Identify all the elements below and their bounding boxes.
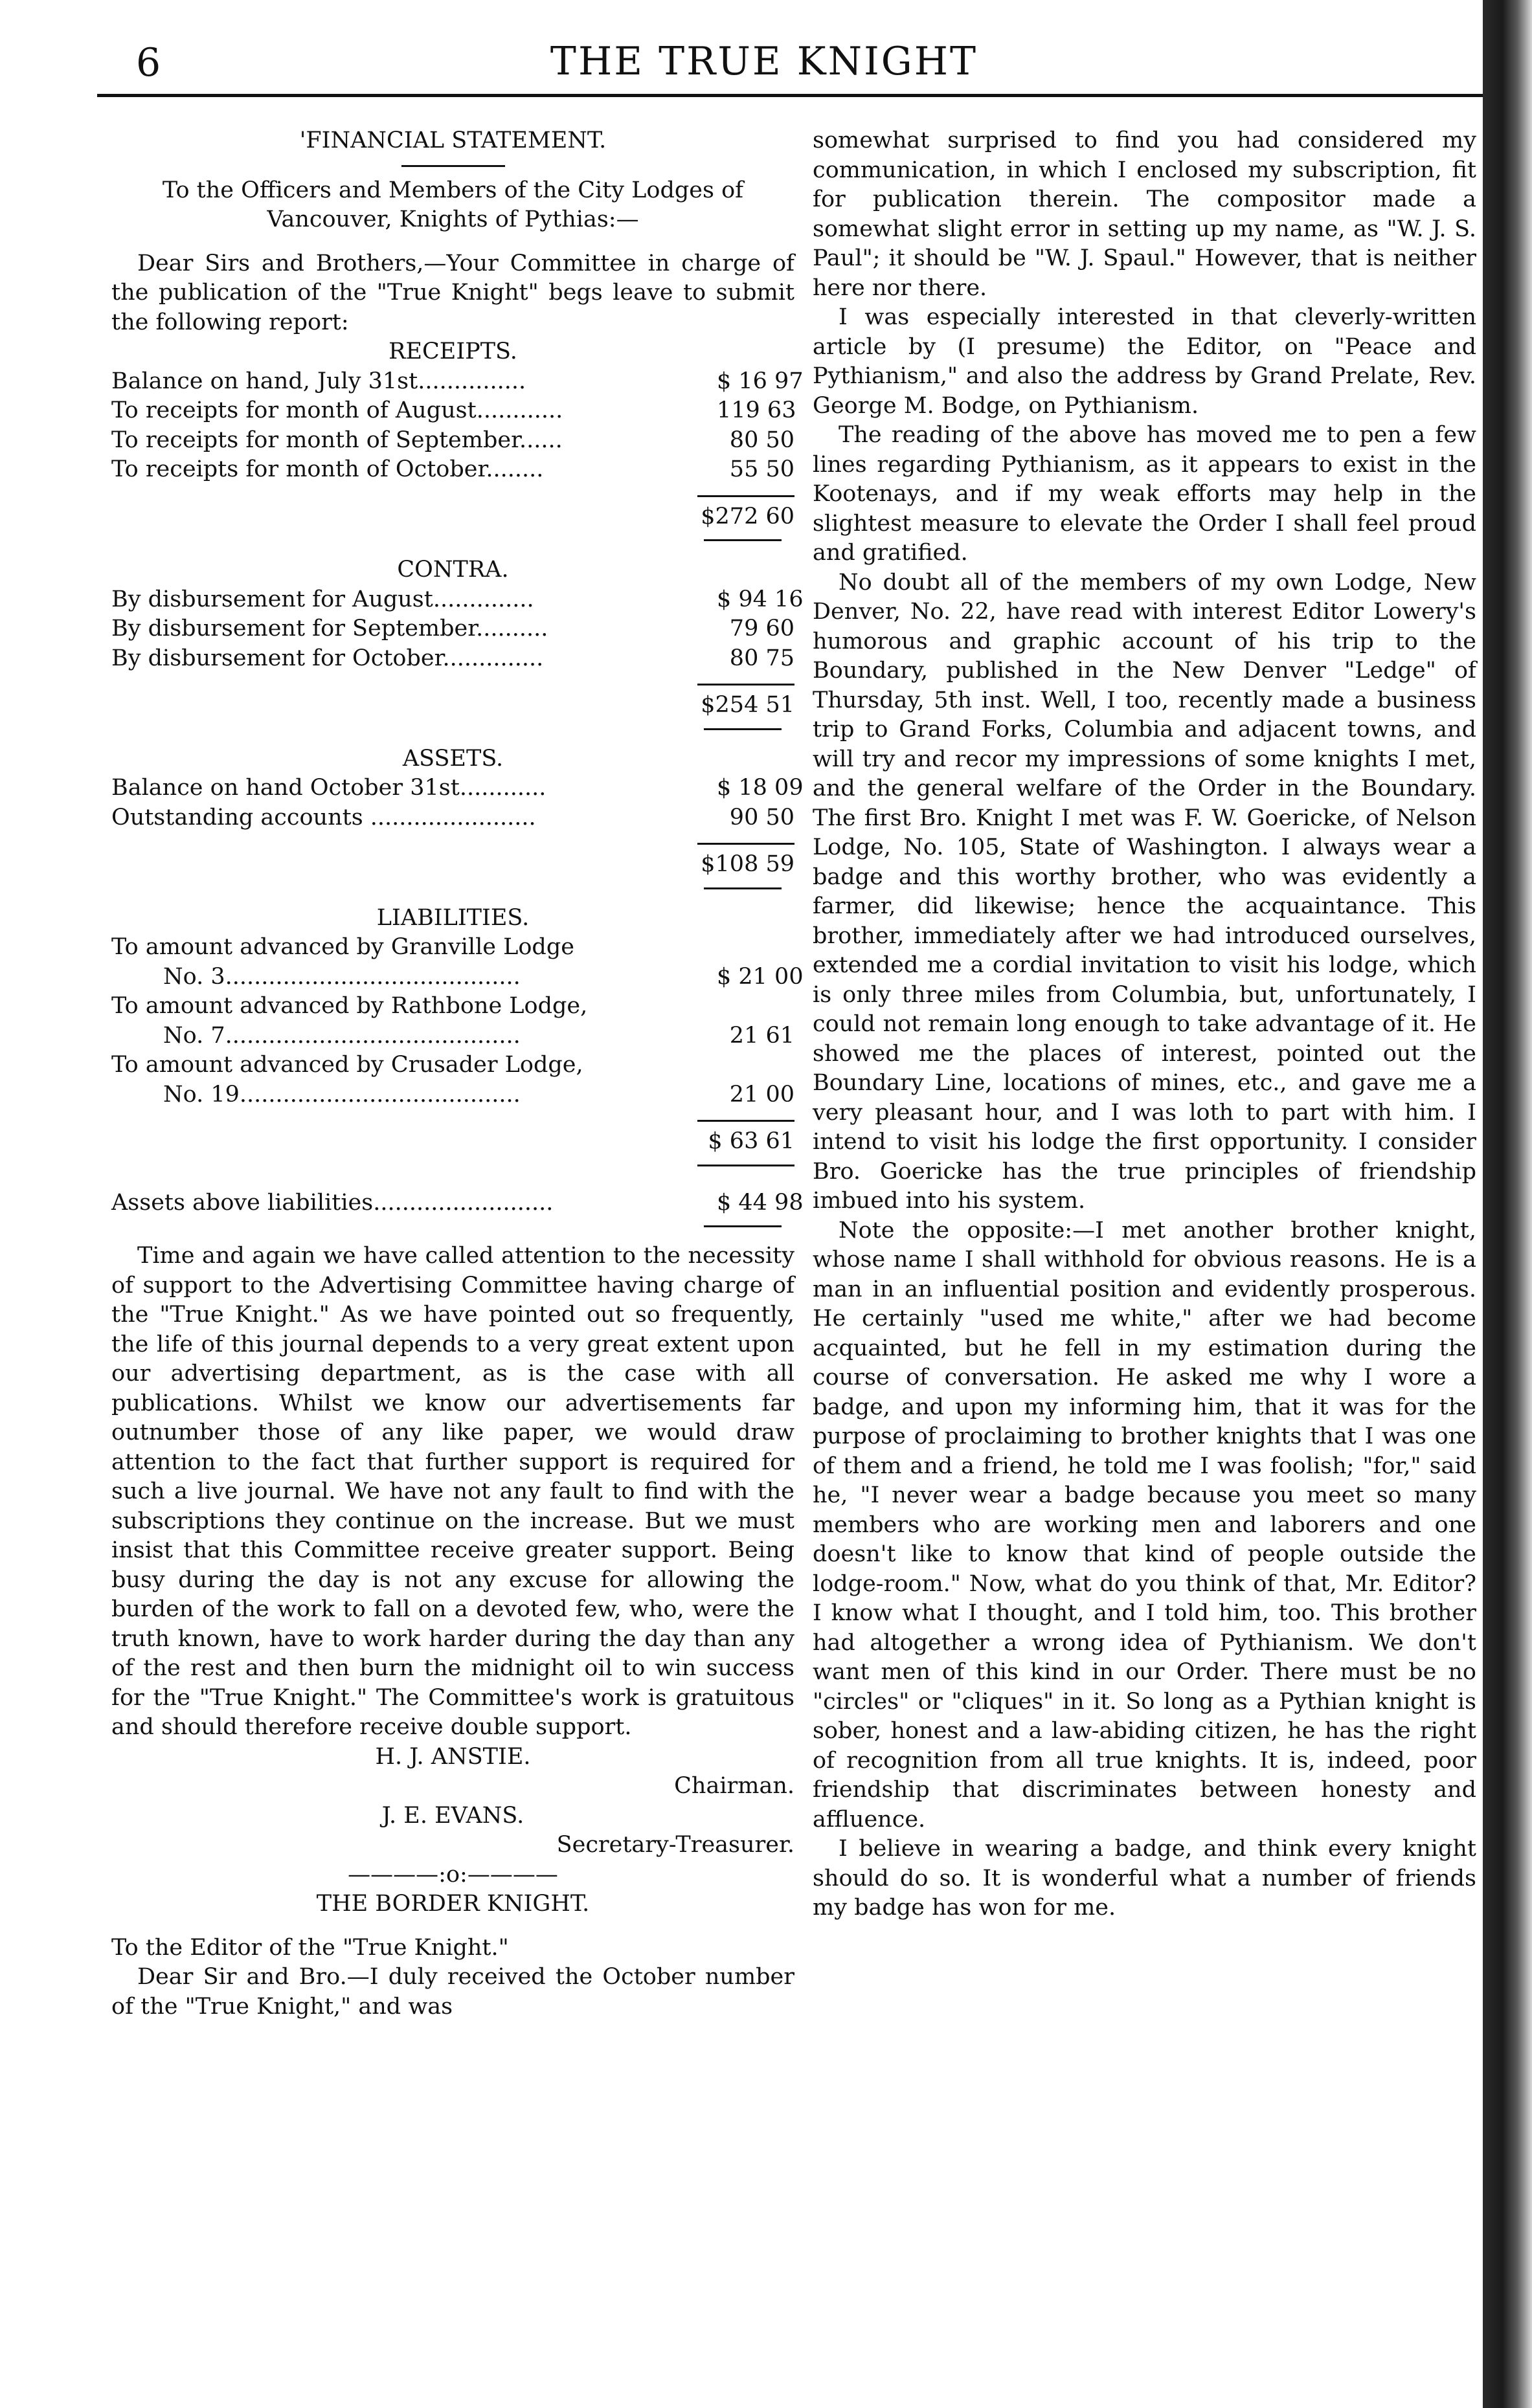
signature-name: H. J. ANSTIE. bbox=[375, 1743, 531, 1770]
ledger-row: To receipts for month of August............ 119 63 bbox=[111, 397, 796, 423]
financial-salutation: To the Officers and Members of the City Lodges of Vancouver, Knights of Pythias:— bbox=[162, 177, 744, 232]
ledger-row: To receipts for month of September...... 80 50 bbox=[111, 427, 794, 453]
ledger-row: By disbursement for October.............. 80 75 bbox=[111, 645, 794, 671]
total-rule bbox=[697, 495, 794, 497]
receipts-total: $272 60 bbox=[701, 503, 794, 530]
liability-entry: To amount advanced by Crusader Lodge, No. 19....................................... 21 00 bbox=[111, 1052, 794, 1108]
letter-salutation: To the Editor of the "True Knight." bbox=[111, 1934, 509, 1961]
letter-paragraph: Note the opposite:—I met another brother knight, whose name I shall withhold for obvious reasons. He is a man in an influential position and evidently prosperous. He certainly "used me white," after we had become acquainted, but he fell in my estimation during the course of conversation. He asked me why I wore a badge, and upon my informing him, that it was for the purpose of proclaiming to brother knights that I was one of them and a friend, he told me I was foolish; "for," said he, "I never wear a badge because you meet so many members who are working men and laborers and one doesn't like to know that kind of people outside the lodge-room." Now, what do you think of that, Mr. Editor? I know what I thought, and I told him, too. This brother had altogether a wrong idea of Pythianism. We don't want men of this kind in our Order. There must be no "circles" or "cliques" in it. So long as a Pythian knight is sober, honest and a law-abiding citizen, he has the right of recognition from all true knights. It is, indeed, poor friendship that discriminates between honesty and affluence. bbox=[813, 1217, 1476, 1833]
assets-total: $108 59 bbox=[701, 851, 794, 877]
liability-entry: To amount advanced by Rathbone Lodge, No. 7......................................... 21 61 bbox=[111, 993, 794, 1049]
divider bbox=[401, 165, 505, 167]
financial-intro: Dear Sirs and Brothers,—Your Committee in charge of the publication of the "True Knight" begs leave to submit the following report: bbox=[111, 250, 794, 335]
signature-title: Chairman. bbox=[674, 1773, 794, 1799]
contra-heading: CONTRA. bbox=[397, 557, 509, 583]
page-header bbox=[97, 34, 1431, 92]
ledger-row: Balance on hand, July 31st............... $ 16 97 bbox=[111, 368, 804, 394]
total-rule bbox=[697, 843, 794, 845]
contra-total: $254 51 bbox=[701, 692, 794, 718]
page-edge-shadow bbox=[1483, 0, 1532, 2408]
total-rule bbox=[697, 1120, 794, 1122]
liability-entry: To amount advanced by Granville Lodge No. 3......................................... $ 21 00 bbox=[111, 934, 804, 990]
letter-paragraph: Dear Sir and Bro.—I duly received the October number of the "True Knight," and was bbox=[111, 1964, 794, 2020]
financial-statement-title: 'FINANCIAL STATEMENT. bbox=[299, 128, 607, 153]
page-number: 6 bbox=[136, 40, 161, 85]
receipts-heading: RECEIPTS. bbox=[389, 339, 517, 364]
letter-paragraph: The reading of the above has moved me to pen a few lines regarding Pythianism, as it appears to exist in the Kootenays, and if my weak efforts may help in the slightest measure to elevate the Order I shall feel proud and gratified. bbox=[813, 422, 1476, 566]
ledger-row: By disbursement for September.......... 79 60 bbox=[111, 616, 794, 641]
appeal-paragraph: Time and again we have called attention to the necessity of support to the Advertising Committee having charge of the "True Knight." As we have pointed out so frequently, the life of this journal depends to a very great extent upon our advertising department, as is the case with all publications. Whilst we know our advertisements far outnumber those of any like paper, we would draw attention to the fact that further support is required for such a live journal. We have not any fault to find with the subscriptions they continue on the increase. But we must insist that this Committee receive greater support. Being busy during the day is not any excuse for allowing the burden of the work to fall on a devoted few, who, were the truth known, have to work harder during the day than any of the rest and then burn the midnight oil to win success for the "True Knight." The Committee's work is gratuitous and should therefore receive double support. bbox=[111, 1243, 794, 1740]
border-knight-title: THE BORDER KNIGHT. bbox=[316, 1891, 590, 1917]
section-separator: ————:o:———— bbox=[348, 1861, 558, 1888]
right-column bbox=[813, 126, 1476, 1923]
letter-paragraph: I was especially interested in that cleverly-written article by (I presume) the Editor, on "Peace and Pythianism," and also the address by Grand Prelate, Rev. George M. Bodge, on Pythianism. bbox=[813, 304, 1476, 419]
ledger-row: Outstanding accounts ....................... 90 50 bbox=[111, 804, 794, 831]
total-rule bbox=[697, 684, 794, 686]
liabilities-heading: LIABILITIES. bbox=[376, 904, 530, 931]
assets-heading: ASSETS. bbox=[402, 745, 504, 772]
ledger-row: To receipts for month of October........ 55 50 bbox=[111, 456, 794, 482]
net-assets-row: Assets above liabilities......................... $ 44 98 bbox=[111, 1189, 804, 1216]
left-column bbox=[111, 126, 804, 2022]
letter-paragraph: No doubt all of the members of my own Lodge, New Denver, No. 22, have read with interest Editor Lowery's humorous and graphic account of his trip to the Boundary, published in the New Denver "Ledge" of Thursday, 5th inst. Well, I too, recently made a business trip to Grand Forks, Columbia and adjacent towns, and will try and recor my impressions of some knights I met, and the general welfare of the Order in the Boundary. The first Bro. Knight I met was F. W. Goericke, of Nelson Lodge, No. 105, State of Washington. I always wear a badge and this worthy brother, who was evidently a farmer, did likewise; hence the acquaintance. This brother, immediately after we had introduced ourselves, extended me a cordial invitation to visit his lodge, which is only three miles from Columbia, but, unfortunately, I could not remain long enough to take advantage of it. He showed me the places of interest, pointed out the Boundary Line, locations of mines, etc., and gave me a very pleasant hour, and I was loth to part with him. I intend to visit his lodge the first opportunity. I consider Bro. Goericke has the true principles of friendship imbued into his system. bbox=[813, 569, 1476, 1214]
liabilities-total: $ 63 61 bbox=[708, 1128, 794, 1154]
header-rule bbox=[97, 94, 1489, 97]
running-head: THE TRUE KNIGHT bbox=[550, 39, 978, 84]
letter-paragraph: somewhat surprised to find you had considered my communication, in which I enclosed my subscription, fit for publication therein. The compositor made a somewhat slight error in setting up my name, as "W. J. S. Paul"; it should be "W. J. Spaul." However, that is neither here nor there. bbox=[813, 128, 1476, 301]
signature-name: J. E. EVANS. bbox=[381, 1802, 524, 1829]
ledger-row: Balance on hand October 31st............ $ 18 09 bbox=[111, 775, 804, 801]
letter-paragraph: I believe in wearing a badge, and think every knight should do so. It is wonderful what a number of friends my badge has won for me. bbox=[813, 1836, 1476, 1921]
signature-title: Secretary-Treasurer. bbox=[556, 1832, 794, 1858]
ledger-row: By disbursement for August.............. $ 94 16 bbox=[111, 586, 804, 612]
